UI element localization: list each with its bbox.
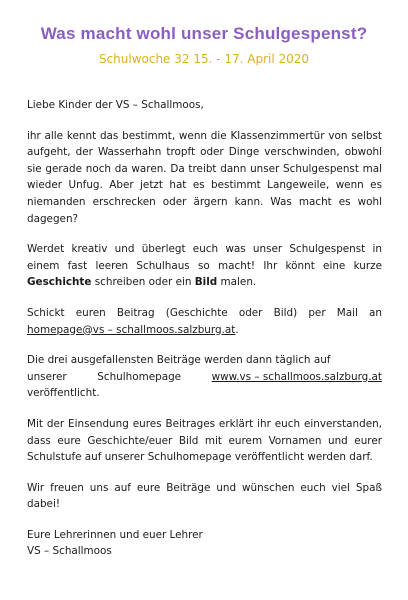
paragraph-submit-end: .: [235, 323, 239, 336]
closing-line-teachers: Eure Lehrerinnen und euer Lehrer: [27, 528, 203, 541]
paragraph-consent: Mit der Einsendung eures Beitrages erklärt ihr euch einverstanden, dass eure Geschichte/euer Bild mit eurem Vornamen und eurer Schulstufe auf unserer Schulhomepage veröffentlicht werden darf.: [27, 417, 382, 464]
paragraph-publish-line2: [27, 369, 382, 386]
paragraph-wishes: Wir freuen uns auf eure Beiträge und wünschen euch viel Spaß dabei!: [27, 481, 382, 511]
paragraph-publish: [27, 352, 382, 402]
paragraph-task: [27, 241, 382, 291]
page-subtitle: Schulwoche 32 15. - 17. April 2020: [98, 52, 310, 66]
paragraph-task-text-a: Werdet kreativ und überlegt euch was unser Schulgespenst in einem fast leeren Schulhaus so macht! Ihr könnt eine kurze: [27, 243, 382, 272]
paragraph-publish-line3: veröffentlicht.: [27, 387, 100, 400]
email-link[interactable]: homepage@vs – schallmoos.salzburg.at: [27, 323, 236, 336]
letter-body: [27, 97, 382, 560]
paragraph-publish-line1: Die drei ausgefallensten Beiträge werden dann täglich auf: [27, 354, 331, 367]
paragraph-publish-word-homepage: Schulhomepage: [97, 370, 182, 383]
homepage-link[interactable]: www.vs – schallmoos.salzburg.at: [211, 370, 382, 383]
paragraph-task-text-c: malen.: [217, 276, 257, 289]
paragraph-task-text-b: schreiben oder ein: [91, 276, 195, 289]
letter-greeting: Liebe Kinder der VS – Schallmoos,: [27, 99, 204, 111]
paragraph-publish-word-unserer: unserer: [27, 370, 67, 383]
paragraph-intro: ihr alle kennt das bestimmt, wenn die Klassenzimmertür von selbst aufgeht, der Wasserhahn tropft oder Dinge verschwinden, obwohl sie gerade noch da waren. Da treibt dann unser Schulgespenst mal wieder Unfug. Aber jetzt hat es bestimmt Langeweile, wenn es niemanden erschrecken oder ärgern kann. Was macht es wohl dagegen?: [27, 129, 382, 225]
letter-closing: [27, 527, 382, 560]
paragraph-submit: [27, 305, 382, 338]
paragraph-submit-text: Schickt euren Beitrag (Geschichte oder Bild) per Mail an: [27, 306, 382, 319]
page-title: Was macht wohl unser Schulgespenst?: [40, 24, 368, 43]
keyword-story: Geschichte: [27, 276, 92, 289]
closing-line-school: VS – Schallmoos: [27, 545, 112, 558]
keyword-picture: Bild: [194, 276, 218, 289]
